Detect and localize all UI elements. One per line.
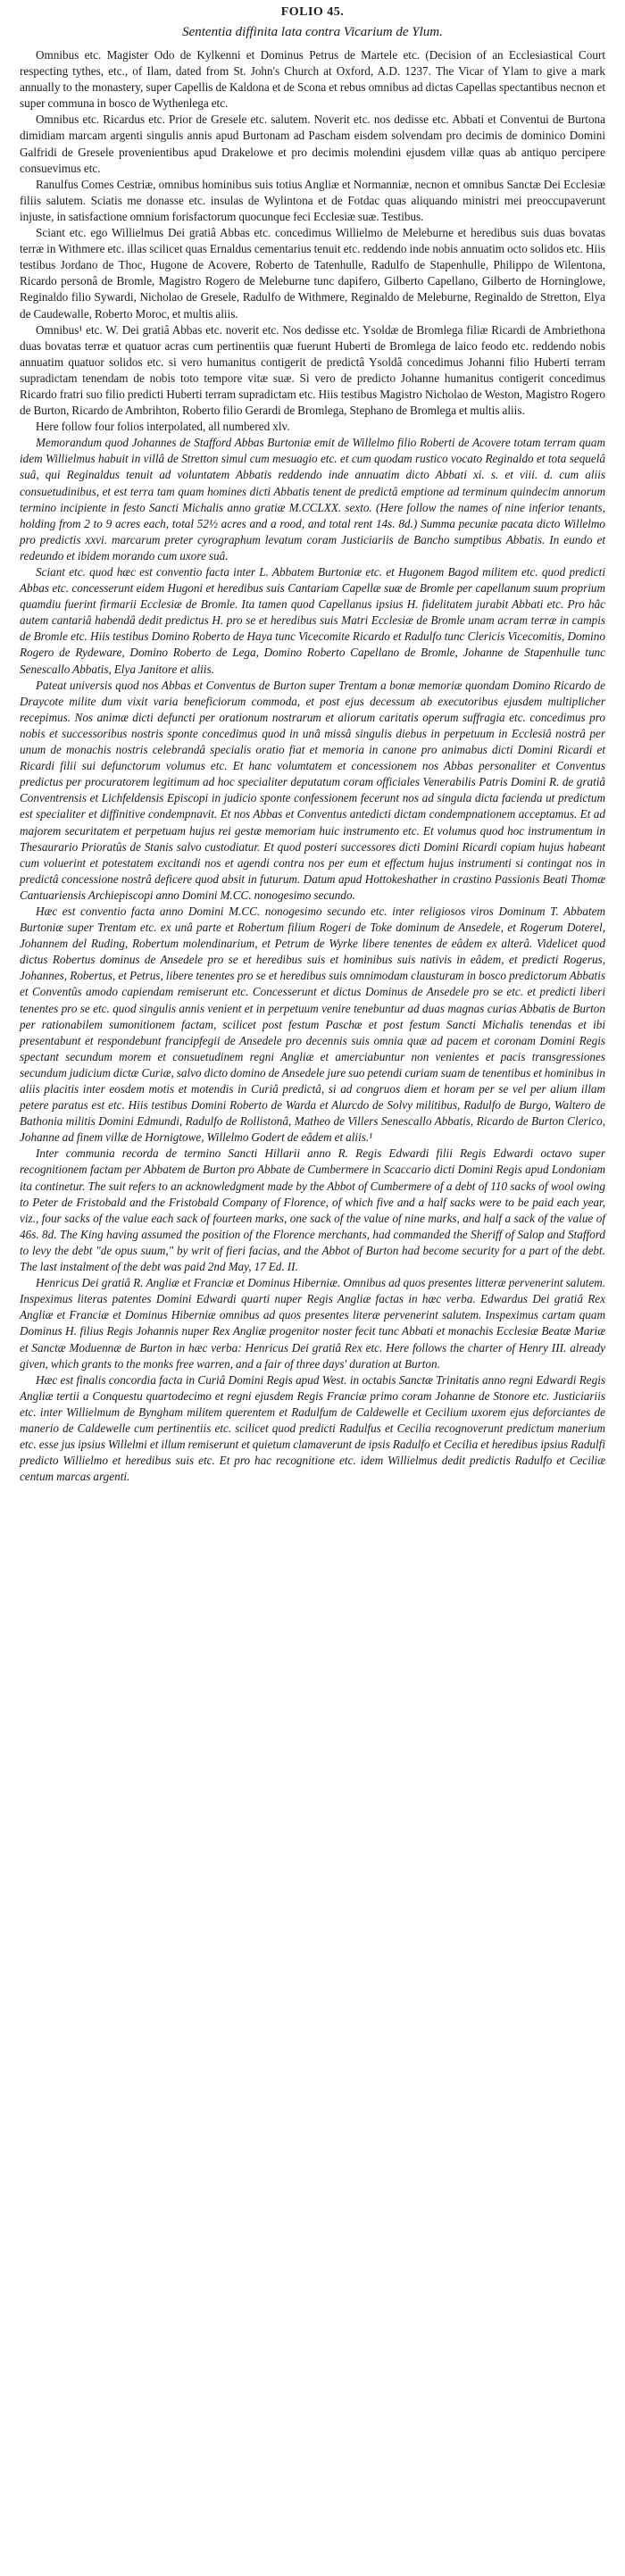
- paragraph-kylkenni-decision: Omnibus etc. Magister Odo de Kylkenni et Dominus Petrus de Martele etc. (Decision of an Ecclesiastical Court respecting tythes, etc., of Ilam, dated from St. John's Church at Oxford, A.D. 1237. The Vicar of Ylam to give a mark annually to the monastery, super Capellis de Kaldona et de Scona et rebus omnibus ad dictas Capellas spectantibus necnon et super communa in bosco de Wythenlega etc.: [20, 48, 605, 111]
- paragraph-ansedele-conventio: Hæc est conventio facta anno Domini M.CC. nonogesimo secundo etc. inter religiosos viros Dominum T. Abbatem Burtoniæ super Trentam etc. ex unâ parte et Robertum filium Rogeri de Toke dominum de Ansedele, et Rogerum Doterel, Johannem del Ruding, Robertum molendinarium, et Petrum de Wyrke libere tenentes de eâdem ex alterâ. Videlicet quod dictus Robertus dominus de Ansedele pro se et heredibus suis et hominibus suis nativis in eâdem, et predicti Rogerus, Johannes, Robertus, et Petrus, libere tenentes pro se et heredibus suis omnimodam clausturam in bosco predictorum Abbatis et Conventûs amodo capiendam remiserunt etc. Concesserunt et dictus Dominus de Ansedele pro se etc. et predicti liberi tenentes pro se etc. quod singulis annis venient et in perpetuum venire tenebuntur ad duas magnas curias Abbatis de Burton per rationabilem sumonitionem factam, scilicet post festum Paschæ et post festum Sancti Michalis tenendas et ibi presentabunt et respondebunt francipfegii de Ansedele pro decennis suis omnia quæ ad pacem et coronam Domini Regis spectant secundum morem et consuetudinem regni Angliæ et amerciabuntur non venientes et pacis transgressiones secundum judicium dictæ Curiæ, salvo dicto domino de Ansedele jure suo petendi curiam suam de tenentibus et hominibus in aliis placitis inter eosdem motis et motendis in Curiâ predictâ, si ad congruos diem et horam per se vel per alium illam petere paratus est etc. Hiis testibus Domini Roberto de Warda et Alurcdo de Solvy militibus, Radulfo de Burgo, Waltero de Bathonia militis Domini Edmundi, Radulfo de Rollistonâ, Matheo de Villers Senescallo Abbatis, Ricardo de Burton Clerico, Johanne ad finem villæ de Hornigtowe, Willelmo Godert de eâdem et aliis.¹: [20, 904, 605, 1145]
- paragraph-cumbermere-debt: Inter communia recorda de termino Sancti Hillarii anno R. Regis Edwardi filii Regis Edwardi octavo super recognitionem factam per Abbatem de Burton pro Abbate de Cumbermere in Scaccario dicti Domini Regis apud Londoniam ita continetur. The suit refers to an acknowledgment made by the Abbot of Cumbermere of a debt of 110 sacks of wool owing to Peter de Fristobald and the Fristobald Company of Florence, of which five and a half sacks were to be paid each year, viz., four sacks of the value each sack of fourteen marks, one sack of the value of nine marks, and half a sack of the value of 46s. 8d. The King having assumed the position of the Florence merchants, had commanded the Sheriff of Salop and Stafford to levy the debt "de opus suum," by writ of fieri facias, and the Abbot of Burton had become security for a part of the debt. The last instalment of the debt was paid 2nd May, 17 Ed. II.: [20, 1146, 605, 1274]
- paragraph-henricus-inspeximus: Henricus Dei gratiâ R. Angliæ et Franciæ et Dominus Hiberniæ. Omnibus ad quos presentes litteræ pervenerint salutem. Inspeximus literas patentes Domini Edwardi quarti nuper Regis Angliæ factas in hæc verba. Edwardus Dei gratiâ Rex Angliæ et Franciæ et Dominus Hiberniæ omnibus ad quos presentes literæ pervenerint salutem. Inspeximus cartam quam Dominus H. filius Regis Johannis nuper Rex Angliæ progenitor noster fecit tunc Abbati et monachis Ecclesiæ Beatæ Mariæ et Sanctæ Moduennæ de Burton in hæc verba: Henricus Dei gratiâ Rex etc. Here follows the charter of Henry III. already given, which grants to the monks free warren, and a fair of three days' duration at Burton.: [20, 1276, 605, 1371]
- document-body: [20, 47, 605, 1485]
- folio-number: FOLIO 45.: [280, 5, 345, 19]
- section-heading: Sententia diffinita lata contra Vicarium de Ylum.: [182, 25, 443, 39]
- paragraph-draycote-chantry: Pateat universis quod nos Abbas et Conventus de Burton super Trentam a bonæ memoriæ quondam Domino Ricardo de Draycote milite dum vixit varia beneficiorum commoda, et post ejus decessum ab executoribus ejusdem multiplicher recepimus. Nos animæ dicti defuncti per orationum nostrarum et aliorum caritatis operum suffragia etc. concedimus pro nobis et successoribus nostris sponte concedimus quod in unâ missâ singulis diebus in perpetuum in Ecclesiâ nostrâ per unum de monachis nostris celebrandâ specialis oratio fiat et memoria in canone pro animabus dicti Domini Ricardi et Ricardi filii sui defunctorum volumus etc. Et hanc volumtatem et concessionem nos Abbas personaliter et Conventus predictus per procuratorem legitimum ad hoc specialiter deputatum coram officiales Venerabilis Patris Domini R. de gratiâ Conventrensis et Lichfeldensis Episcopi in judicio sponte confessionem fecerunt nos ad singula dicta facienda ut predictum est specialiter et diffinitive condempnavit. Et nos Abbas et Conventus antedicti dictam condempnationem acceptamus. Et ad majorem securitatem et perpetuam hujus rei gestæ memoriam huic instrumento etc. Et volumus quod hoc instrumentum in Thesaurario Prioratûs de Stanis salvo custodiatur. Et quod posteri successores dicti Domini Ricardi copiam hujus habeant cum voluerint et potestatem excitandi nos et agendi contra nos per eum et effectum hujus instrumenti si contingat nos in predictâ concessione nostrâ deficere quod absit in futurum. Datum apud Hottokeshather in crastino Passionis Beati Thomæ Cantuariensis Archiepiscopi anno Domini M.CC. nonogesimo secundo.: [20, 678, 605, 902]
- paragraph-prior-gresele: Omnibus etc. Ricardus etc. Prior de Gresele etc. salutem. Noverit etc. nos dedisse etc. Abbati et Conventui de Burtona dimidiam marcam argenti singulis annis apud Burtonam ad Pascham eisdem solvendam pro decimis de dominico Domini Galfridi de Gresele provenientibus apud Drakelowe et pro decimis molendini ejusdem villæ quas ab antiquo percipere consuevimus etc.: [20, 113, 605, 175]
- paragraph-finalis-concordia: Hæc est finalis concordia facta in Curiâ Domini Regis apud West. in octabis Sanctæ Trinitatis anno regni Edwardi Regis Angliæ tertii a Conquestu quartodecimo et regni ejusdem Regis Franciæ primo coram Johanne de Stonore etc. Justiciariis etc. inter Willielmum de Byngham militem querentem et Radulfum de Caldewelle et Cecilium uxorem ejus deforciantes de manerio de Caldewelle cum pertinentiis etc. scilicet quod predicti Radulfus et Cecilia recognoverunt predictum manerium etc. esse jus ipsius Willelmi et illum remiserunt et quietum clamaverunt de ipsis Radulfo et Cecilia et heredibus ipsius Radulfi predicto Willielmo et heredibus suis etc. Et pro hac recognitione etc. idem Willielmus dedit predictis Radulfo et Ceciliæ centum marcas argenti.: [20, 1372, 605, 1484]
- paragraph-interpolation-note: Here follow four folios interpolated, all numbered xlv.: [36, 420, 290, 434]
- paragraph-memorandum-stafford: Memorandum quod Johannes de Stafford Abbas Burtoniæ emit de Willelmo filio Roberti de Acovere totam terram quam idem Willielmus habuit in villâ de Stretton simul cum mesuagio etc. et cum quodam rustico vocato Reginaldo et tota sequelâ suâ, qui Reginaldus tenuit ad voluntatem Abbatis reddendo inde annuatim dicto Abbati xi. s. et viii. d. cum aliis consuetudinibus, et est terra tam quam homines dicti Abbatis tenent de predictâ emptione ad terminum quindecim annorum termino incipiente in festo Sancti Michalis anno gratiæ M.CCLXX. sexto. (Here follow the names of nine inferior tenants, holding from 2 to 9 acres each, total 52½ acres and a rood, and total rent 14s. 8d.) Summa pecuniæ pacata dicto Willelmo pro predictis xxvi. marcarum preter cyrographum levatum coram Justiciariis de Bancho sumptibus Abbatis. In eundo et redeundo et ibidem morando cum uxore suâ.: [20, 436, 605, 563]
- paragraph-conventio-bagod: Sciant etc. quod hæc est conventio facta inter L. Abbatem Burtoniæ etc. et Hugonem Bagod militem etc. quod predicti Abbas etc. concesserunt eidem Hugoni et heredibus suis Cantariam Capellæ suæ de Bromle per capellanum suum proprium quamdiu fuerint firmarii Ecclesiæ de Bromle. Ita tamen quod Capellanus ipsius H. fidelitatem jurabit Abbati etc. Pro hâc autem cantariâ habendâ dedit predictus H. pro se et heredibus suis Matri Ecclesiæ de Bromle unam acram terræ in campis de Bromle etc. Hiis testibus Domino Roberto de Haya tunc Vicecomite Ricardo et Radulfo tunc Clericis Vicecomitis, Domino Rogero de Rydeware, Domino Roberto de Lega, Domino Roberto Capellano de Bromle, Johanne de Stapenhulle tunc Senescallo Abbatis, Elya Janitore et aliis.: [20, 565, 605, 676]
- paragraph-willielmus-grant: Sciant etc. ego Willielmus Dei gratiâ Abbas etc. concedimus Willielmo de Meleburne et heredibus suis duas bovatas terræ in Withmere etc. illas scilicet quas Ernaldus cementarius tenuit etc. reddendo inde nobis annuatim octo solidos etc. Hiis testibus Jordano de Thoc, Hugone de Acovere, Roberto de Tatenhulle, Radulfo de Stapenhulle, Philippo de Wilentona, Ricardo personâ de Bromle, Magistro Rogero de Meleburne tunc dapifero, Gilberto Capellano, Gilberto de Horninglowe, Reginaldo filio Sywardi, Nicholao de Gresele, Radulfo de Withmere, Reginaldo de Meleburne, Reginaldo de Stretton, Elya de Caudewalle, Roberto Moroc, et multis aliis.: [20, 226, 605, 321]
- paragraph-ranulfus-charter: Ranulfus Comes Cestriæ, omnibus hominibus suis totius Angliæ et Normanniæ, necnon et omnibus Sanctæ Dei Ecclesiæ filiis salutem. Sciatis me donasse etc. insulas de Wylintona et de Fotdac quas aliquando ministri mei preoccupaverunt injuste, in satisfactione omnium forisfactorum quocunque feci Ecclesiæ suæ. Testibus.: [20, 177, 605, 223]
- paragraph-ysolda-grant: Omnibus¹ etc. W. Dei gratiâ Abbas etc. noverit etc. Nos dedisse etc. Ysoldæ de Bromlega filiæ Ricardi de Ambriethona duas bovatas terræ et quatuor acras cum pertinentiis quæ fuerunt Huberti de Bromlega de laico feodo etc. reddendo nobis annuatim quatuor solidos etc. si vero humanitus contigerit de predictâ Ysoldâ concedimus Johanni filio Huberti terram supradictam tenendam de nobis toto tempore vitæ suæ. Si vero de predicto Johanne humanitus contigerit concedimus Ricardo fratri suo filio predicti Huberti terram supradictam etc. Hiis testibus Magistro Nicholao de Weston, Magistro Rogero de Burton, Ricardo de Ambrihton, Roberto filio Gerardi de Bromlega, Stephano de Bromlega et multis aliis.: [20, 322, 605, 418]
